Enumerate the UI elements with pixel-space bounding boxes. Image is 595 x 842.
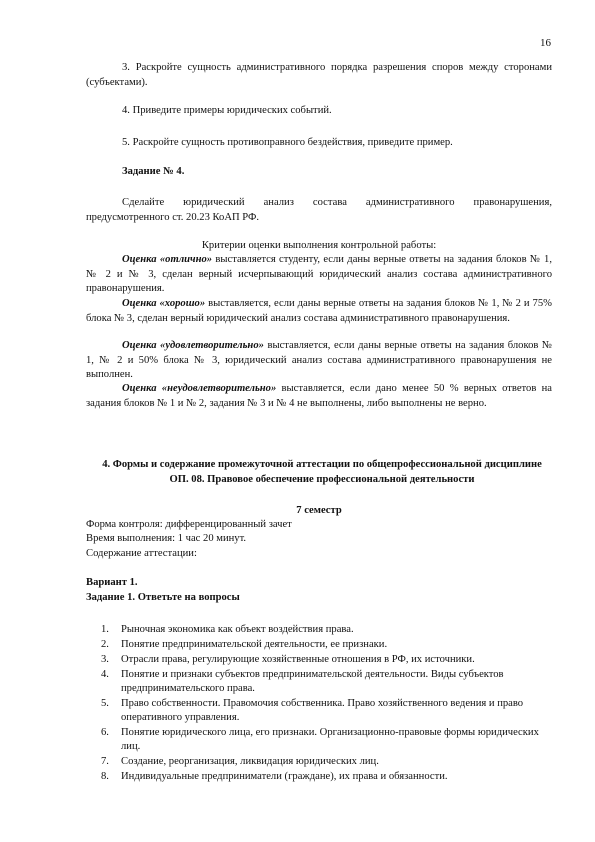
question-4: 4. Приведите примеры юридических событий.	[122, 105, 332, 116]
semester-label: 7 семестр	[296, 505, 342, 516]
criteria-satisfactory	[86, 339, 552, 383]
page-number: 16	[540, 37, 551, 49]
task4-text: Сделайте юридический анализ состава административного правонарушения, предусмотренного ст. 20.23 КоАП РФ.	[86, 197, 552, 223]
grade-text: выставляется, если даны верные ответы на задания блоков № 1, № 2 и 75% блока № 3, сделан верный юридический анализ состава административного правонарушения.	[86, 298, 552, 324]
grade-text: выставляется, если дано менее 50 % верных ответов на задания блоков № 1 и № 2, задания № 3 и № 4 не выполнены, либо выполнены не верно.	[86, 383, 553, 409]
list-item: 6. Понятие юридического лица, его признаки. Организационно-правовые формы юридических лиц.	[101, 727, 539, 752]
list-item: 2. Понятие предпринимательской деятельности, ее признаки.	[101, 639, 388, 651]
grade-label: Оценка «удовлетворительно»	[122, 340, 264, 351]
grade-label: Оценка «хорошо»	[122, 298, 206, 309]
criteria-good	[86, 297, 552, 326]
questions-list	[86, 623, 552, 785]
section4-heading: 4. Формы и содержание промежуточной аттестации по общепрофессиональной дисциплине ОП. 08. Правовое обеспечение профессиональной деятельности	[102, 459, 542, 485]
control-form: Форма контроля: дифференцированный зачет	[86, 519, 292, 530]
list-item: 8. Индивидуальные предприниматели (граждане), их права и обязанности.	[101, 771, 448, 783]
grade-text: выставляется, если даны верные ответы на задания блоков № 1, № 2 и 50% блока № 3, юридический анализ состава административного правонарушения не выполнен.	[86, 340, 552, 380]
grade-text: выставляется студенту, если даны верные ответы на задания блоков № 1, № 2 и № 3, сделан верный исчерпывающий юридический анализ состава административного правонарушения.	[86, 254, 552, 294]
duration: Время выполнения: 1 час 20 минут.	[86, 533, 247, 544]
attestation-content: Содержание аттестации:	[86, 548, 197, 559]
list-item: 4. Понятие и признаки субъектов предпринимательской деятельности. Виды субъектов предпринимательского права.	[101, 669, 504, 695]
criteria-excellent	[86, 253, 552, 297]
criteria-unsatisfactory	[86, 382, 552, 411]
list-item: 7. Создание, реорганизация, ликвидация юридических лиц.	[101, 755, 379, 767]
variant-title: Вариант 1.	[86, 577, 138, 588]
variant-task: Задание 1. Ответьте на вопросы	[86, 592, 240, 603]
grade-label: Оценка «отлично»	[122, 254, 213, 265]
task4-heading: Задание № 4.	[122, 166, 185, 177]
question-3: 3. Раскройте сущность административного порядка разрешения споров между сторонами (субъектами).	[86, 62, 552, 88]
grade-label: Оценка «неудовлетворительно»	[122, 383, 277, 394]
list-item: 1. Рыночная экономика как объект воздействия права.	[101, 624, 354, 635]
criteria-title: Критерии оценки выполнения контрольной работы:	[201, 240, 437, 251]
list-item: 5. Право собственности. Правомочия собственника. Право хозяйственного ведения и право оперативного управления.	[101, 698, 524, 723]
list-item: 3. Отрасли права, регулирующие хозяйственные отношения в РФ, их источники.	[101, 654, 475, 666]
question-5: 5. Раскройте сущность противоправного бездействия, приведите пример.	[122, 137, 453, 148]
